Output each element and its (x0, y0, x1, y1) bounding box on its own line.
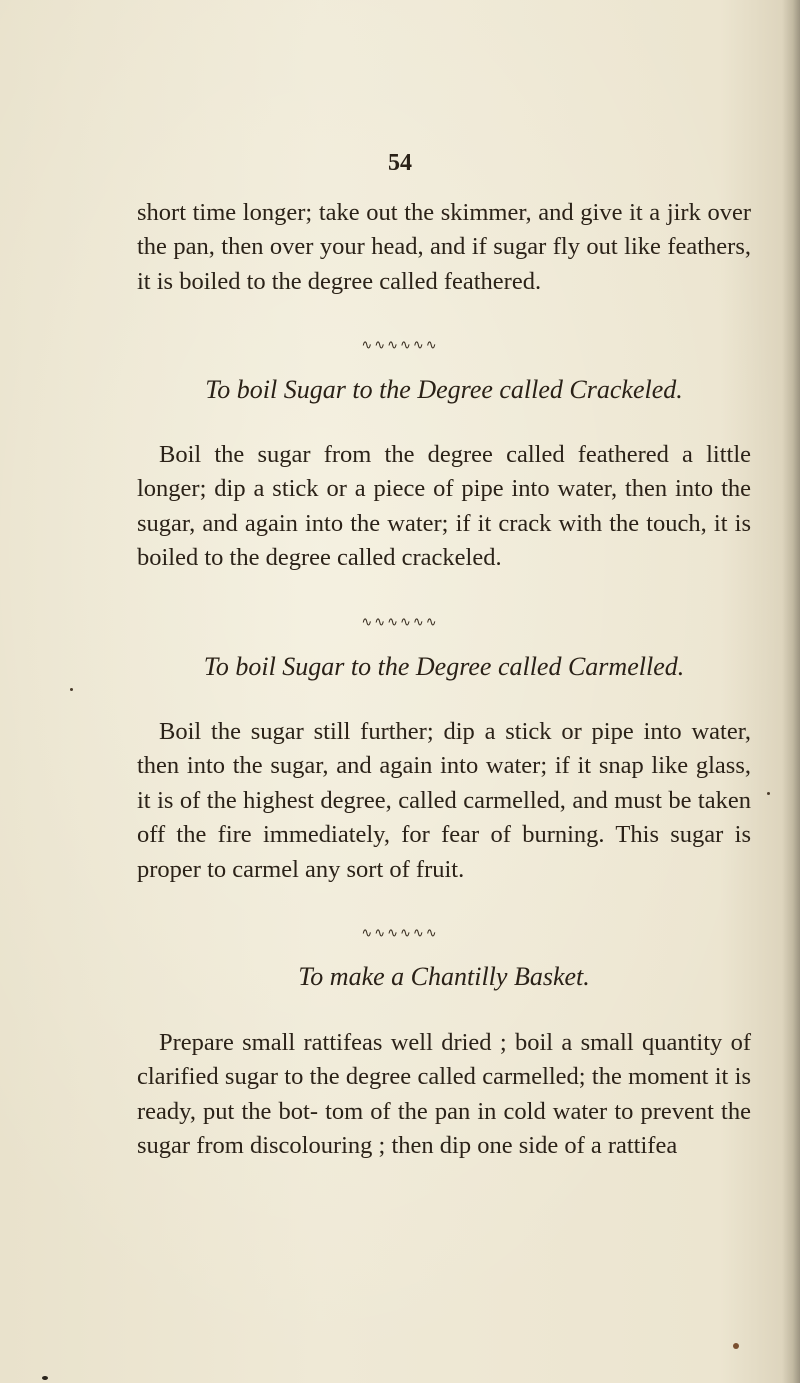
section-divider-ornament: ∿∿∿∿∿∿ (361, 926, 439, 941)
section-body-carmelled: Boil the sugar still further; dip a stick or pipe into water, then into the sugar, and again into water; if it snap like glass, it is of the highest degree, called carmelled, and must be taken off the fire immediately, for fear of burning. This sugar is proper to carmel any sort of fruit. (137, 718, 751, 883)
page-edge-shadow (782, 0, 800, 1383)
section-divider-ornament: ∿∿∿∿∿∿ (361, 338, 439, 353)
section-heading-crackeled: To boil Sugar to the Degree called Crackeled. (205, 375, 683, 404)
section-heading-carmelled: To boil Sugar to the Degree called Carmelled. (203, 652, 685, 681)
paper-speck (767, 792, 770, 795)
section-body-chantilly-basket: Prepare small rattifeas well dried ; boil a small quantity of clarified sugar to the degree called carmelled; the moment it is ready, put the bot- tom of the pan in cold water to prevent the sugar from discolouring ; then dip one side of a rattifea (137, 1029, 751, 1160)
section-divider-ornament: ∿∿∿∿∿∿ (361, 615, 439, 630)
page-number: 54 (388, 150, 412, 176)
section-body-crackeled: Boil the sugar from the degree called feathered a little longer; dip a stick or a piece of pipe into water, then into the sugar, and again into the water; if it crack with the touch, it is boiled to the degree called crackeled. (137, 441, 751, 572)
paper-speck (42, 1376, 48, 1380)
continuation-paragraph: short time longer; take out the skimmer, and give it a jirk over the pan, then over your head, and if sugar fly out like feathers, it is boiled to the degree called feathered. (137, 199, 751, 295)
paper-speck (733, 1343, 739, 1349)
section-heading-chantilly-basket: To make a Chantilly Basket. (298, 962, 590, 991)
paper-speck (70, 688, 73, 691)
